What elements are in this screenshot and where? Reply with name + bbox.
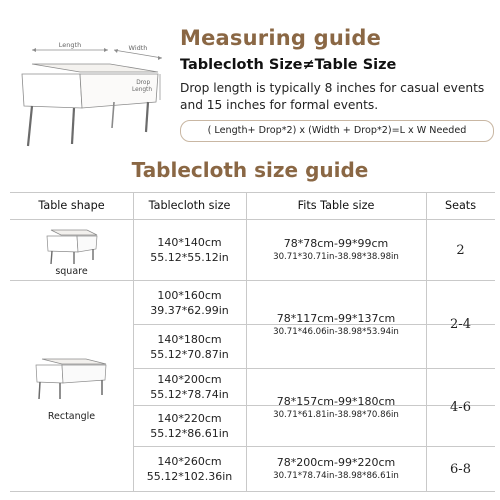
fits-size-cell [246, 281, 426, 368]
header-tablecloth-size: Tablecloth size [148, 199, 231, 212]
cloth-size-cell [133, 220, 246, 280]
arrow-head [104, 48, 108, 52]
cloth-size-cell [133, 325, 246, 368]
fits-size-cm: 78*78cm-99*99cm [283, 237, 389, 250]
width-label: Width [128, 44, 148, 52]
cloth-size-cell [133, 369, 246, 405]
seats-cell: 2-4 [450, 317, 471, 332]
table-measure-illustration [10, 28, 170, 148]
length-label: Length [58, 41, 82, 49]
table-leg [146, 102, 148, 132]
measuring-guide-subtitle: Tablecloth Size≠Table Size [180, 57, 397, 73]
fits-size-cell [246, 447, 426, 491]
fits-size-in: 30.71*46.06in-38.98*53.94in [273, 326, 399, 337]
fits-size-in: 30.71*61.81in-38.98*70.86in [273, 409, 399, 420]
measuring-guide-section [0, 0, 500, 150]
table-border [10, 491, 495, 492]
shape-square-label: square [55, 265, 88, 277]
cloth-size-in: 39.37*62.99in [150, 303, 229, 317]
seats-cell: 6-8 [450, 461, 471, 477]
cloth-size-cell [133, 447, 246, 491]
seats-cell: 4-6 [450, 400, 471, 415]
size-guide-table [10, 192, 495, 492]
arrow-head [114, 49, 118, 53]
cloth-size-cm: 140*200cm [157, 373, 222, 386]
cloth-size-cm: 140*220cm [157, 412, 222, 425]
fits-size-in: 30.71*78.74in-38.98*86.61in [273, 471, 399, 481]
cloth-size-cm: 140*260cm [157, 455, 222, 468]
cloth-size-in: 55.12*102.36in [146, 470, 233, 483]
rectangle-table-icon [30, 351, 114, 401]
fits-size-in: 30.71*30.71in-38.98*38.98in [273, 252, 399, 262]
fits-size-cm: 78*117cm-99*137cm [276, 311, 396, 325]
cloth-size-in: 55.12*55.12in [150, 251, 229, 264]
cloth-size-in: 55.12*86.61in [150, 427, 229, 440]
header-seats: Seats [444, 199, 477, 212]
size-formula: ( Length+ Drop*2) x (Width + Drop*2)=L x W Needed [180, 120, 494, 142]
table-leg [72, 108, 74, 144]
cloth-size-in: 55.12*70.87in [150, 347, 229, 361]
tablecloth-top [32, 64, 158, 72]
fits-size-cm: 78*200cm-99*220cm [276, 456, 396, 469]
drop-length-note: Drop length is typically 8 inches for casual events and 15 inches for formal events. [180, 81, 485, 112]
fits-size-cell [246, 220, 426, 280]
cloth-size-cell [133, 406, 246, 446]
cloth-size-cm: 100*160cm [157, 288, 222, 302]
drop-label: Drop Length [132, 80, 152, 93]
measuring-guide-title: Measuring guide [180, 26, 382, 50]
cloth-size-cm: 140*140cm [157, 236, 222, 249]
cloth-size-in: 55.12*78.74in [150, 388, 229, 401]
shape-rectangle-cell [10, 281, 133, 491]
arrow-head [32, 48, 36, 52]
fits-size-cell [246, 369, 426, 446]
cloth-size-cell [133, 281, 246, 324]
fits-size-cm: 78*157cm-99*180cm [276, 394, 396, 408]
square-table-icon [37, 224, 107, 266]
cloth-size-cm: 140*180cm [157, 332, 222, 346]
tablecloth-front-drape [22, 74, 82, 108]
shape-rectangle-label: Rectangle [47, 410, 96, 422]
table-leg [28, 106, 32, 146]
header-table-shape: Table shape [38, 199, 105, 212]
seats-cell: 2 [456, 242, 465, 258]
size-guide-title: Tablecloth size guide [131, 158, 369, 182]
header-fits-table-size: Fits Table size [297, 199, 375, 212]
shape-square-cell [10, 220, 133, 280]
arrow-head [158, 56, 162, 60]
